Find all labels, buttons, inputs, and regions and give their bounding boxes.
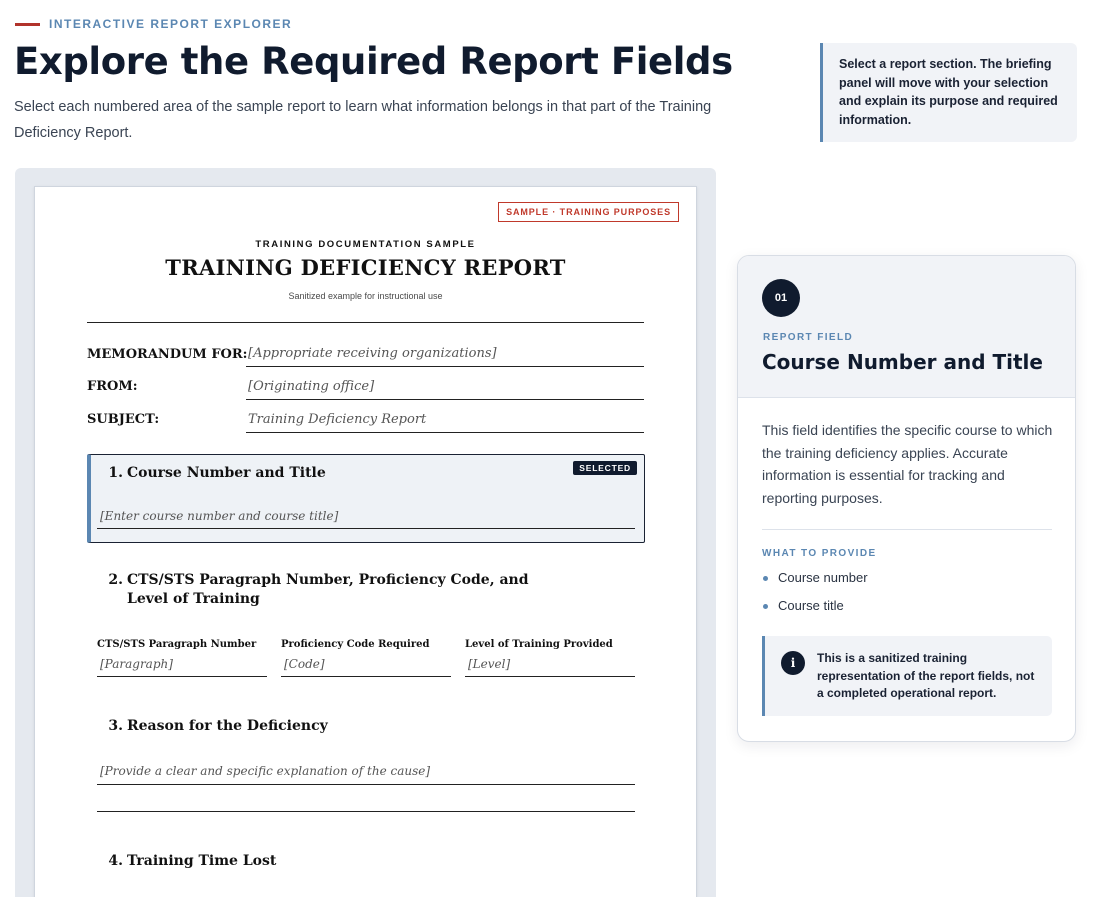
provide-heading: WHAT TO PROVIDE xyxy=(762,548,877,559)
section-2-number: 2. xyxy=(108,572,123,588)
section-2-title[interactable]: CTS/STS Paragraph Number, Proficiency Code, and Level of Training xyxy=(127,572,529,607)
section-4-number: 4. xyxy=(108,853,123,869)
section-3-field[interactable]: [Provide a clear and specific explanation of the cause] xyxy=(97,764,635,785)
report-eyebrow: TRAINING DOCUMENTATION SAMPLE xyxy=(255,239,476,250)
page-eyebrow xyxy=(15,17,292,31)
section-1-field[interactable]: [Enter course number and course title] xyxy=(97,509,635,529)
info-note-text: This is a sanitized training representation of the report fields, not a completed operational report. xyxy=(817,651,1035,700)
briefing-panel-header xyxy=(738,256,1075,398)
report-title: TRAINING DEFICIENCY REPORT xyxy=(165,255,566,280)
proficiency-code-label: Proficiency Code Required xyxy=(281,639,430,650)
eyebrow-text: INTERACTIVE REPORT EXPLORER xyxy=(49,17,293,31)
memo-subject-value: Training Deficiency Report xyxy=(246,409,644,433)
sample-report xyxy=(34,186,697,897)
section-3-field-line-2[interactable] xyxy=(97,792,635,812)
proficiency-code-field[interactable]: [Code] xyxy=(281,657,451,677)
training-level-field[interactable]: [Level] xyxy=(465,657,635,677)
section-3-number: 3. xyxy=(108,718,123,734)
section-3-title[interactable]: Reason for the Deficiency xyxy=(127,718,328,734)
instruction-callout: Select a report section. The briefing panel will move with your selection and explain its purpose and required information. xyxy=(820,43,1077,142)
paragraph-number-label: CTS/STS Paragraph Number xyxy=(97,639,257,650)
paragraph-number-field[interactable]: [Paragraph] xyxy=(97,657,267,677)
selected-badge: SELECTED xyxy=(573,461,637,475)
panel-description: This field identifies the specific course to which the training deficiency applies. Accurate information is essential for tracking and reporting purposes. xyxy=(762,422,1053,506)
memo-from-label: FROM: xyxy=(87,379,138,394)
field-number-badge: 01 xyxy=(762,279,800,317)
provide-item: Course number xyxy=(762,568,868,596)
page-title: Explore the Required Report Fields xyxy=(14,40,733,83)
info-note xyxy=(762,636,1052,716)
provide-list xyxy=(762,568,868,624)
section-1-title: Course Number and Title xyxy=(127,465,326,481)
memo-subject-label: SUBJECT: xyxy=(87,412,160,427)
panel-title: Course Number and Title xyxy=(762,350,1043,374)
section-4-title[interactable]: Training Time Lost xyxy=(127,853,277,869)
briefing-panel xyxy=(737,255,1076,742)
memo-for-label: MEMORANDUM FOR: xyxy=(87,347,248,362)
provide-item: Course title xyxy=(762,596,868,624)
eyebrow-accent-line xyxy=(15,23,40,26)
report-subtitle: Sanitized example for instructional use xyxy=(288,291,443,301)
panel-eyebrow: REPORT FIELD xyxy=(763,332,854,343)
info-icon: i xyxy=(781,651,805,675)
panel-divider xyxy=(762,529,1052,530)
section-1-number: 1. xyxy=(108,465,123,481)
memo-for-value: [Appropriate receiving organizations] xyxy=(246,343,644,367)
sample-stamp: SAMPLE · TRAINING PURPOSES xyxy=(498,202,679,222)
report-divider xyxy=(87,322,644,323)
page-intro: Select each numbered area of the sample report to learn what information belongs in that part of the Training Deficiency Report. xyxy=(14,99,712,141)
report-stage xyxy=(15,168,716,897)
training-level-label: Level of Training Provided xyxy=(465,639,613,650)
memo-from-value: [Originating office] xyxy=(246,376,644,400)
